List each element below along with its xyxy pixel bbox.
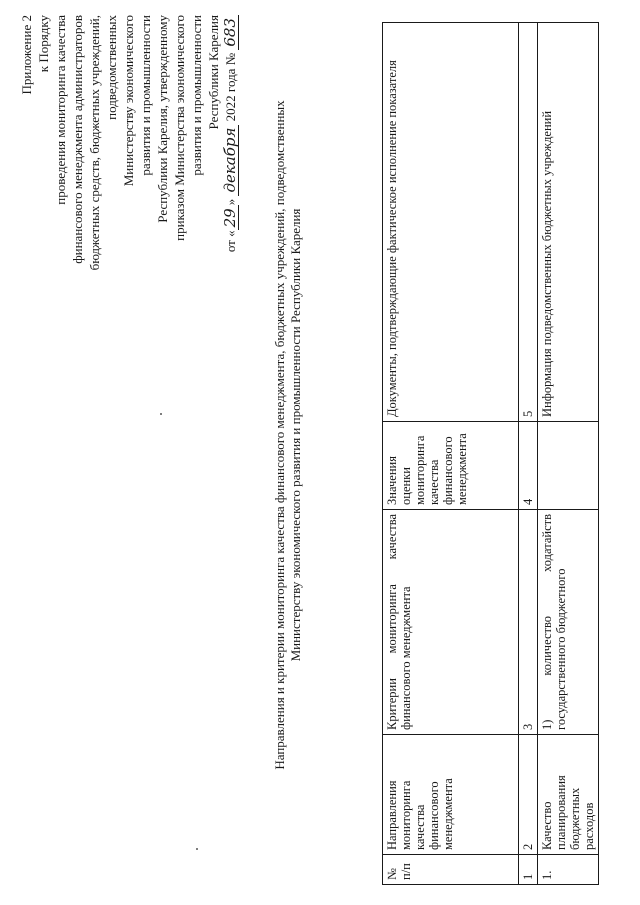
header-criterion: Критерии мониторинга качества финансового менеджмента bbox=[383, 510, 519, 735]
table-header-row bbox=[383, 23, 519, 885]
appendix-date-line bbox=[222, 15, 239, 375]
handwritten-number: 683 bbox=[223, 15, 239, 50]
table-numbering-row bbox=[519, 23, 538, 885]
date-mid: » bbox=[223, 195, 238, 206]
row-documents: Информация подведомственных бюджетных учреждений bbox=[538, 23, 599, 422]
appendix-line: проведения мониторинга качества bbox=[53, 15, 68, 205]
handwritten-month: декабря bbox=[223, 125, 239, 196]
appendix-line: Республики Карелия bbox=[206, 15, 221, 130]
header-direction: Направления мониторинга качества финансового менеджмента bbox=[383, 735, 519, 855]
date-year: 2022 года № bbox=[223, 49, 238, 125]
column-number: 2 bbox=[519, 735, 538, 855]
appendix-line: развития и промышленности bbox=[189, 15, 204, 176]
column-number: 5 bbox=[519, 23, 538, 422]
appendix-line: Приложение 2 bbox=[19, 15, 34, 95]
row-direction: Качество планирования бюджетных расходов bbox=[538, 735, 599, 855]
header-value: Значения оценки мониторинга качества финансового менеджмента bbox=[383, 422, 519, 510]
appendix-line: Республики Карелия, утвержденному bbox=[155, 15, 170, 223]
appendix-line: к Порядку bbox=[36, 15, 51, 73]
appendix-block bbox=[18, 15, 239, 375]
document-title bbox=[272, 25, 304, 845]
table-row bbox=[538, 23, 599, 885]
row-num: 1. bbox=[538, 855, 599, 885]
scan-speck bbox=[196, 848, 198, 850]
appendix-line: Министерству экономического bbox=[121, 15, 136, 187]
criteria-table bbox=[382, 22, 599, 885]
handwritten-day: 29 bbox=[223, 205, 239, 230]
row-criterion: 1) количество ходатайств государственного бюджетного bbox=[538, 510, 599, 735]
appendix-line: бюджетных средств, бюджетных учреждений, bbox=[87, 15, 102, 271]
title-line-1: Направления и критерии мониторинга качества финансового менеджмента, бюджетных учреждений, подведомственных bbox=[272, 100, 287, 770]
appendix-line: развития и промышленности bbox=[138, 15, 153, 176]
column-number: 1 bbox=[519, 855, 538, 885]
scan-speck bbox=[160, 413, 162, 415]
column-number: 3 bbox=[519, 510, 538, 735]
column-number: 4 bbox=[519, 422, 538, 510]
row-value bbox=[538, 422, 599, 510]
appendix-line: приказом Министерства экономического bbox=[172, 15, 187, 241]
title-line-2: Министерству экономического развития и промышленности Республики Карелия bbox=[288, 208, 303, 662]
appendix-line: финансового менеджмента администраторов bbox=[70, 15, 85, 264]
header-documents: Документы, подтверждающие фактическое исполнение показателя bbox=[383, 23, 519, 422]
appendix-line: подведомственных bbox=[104, 15, 119, 120]
header-num: № п/п bbox=[383, 855, 519, 885]
date-prefix: от « bbox=[223, 230, 238, 253]
